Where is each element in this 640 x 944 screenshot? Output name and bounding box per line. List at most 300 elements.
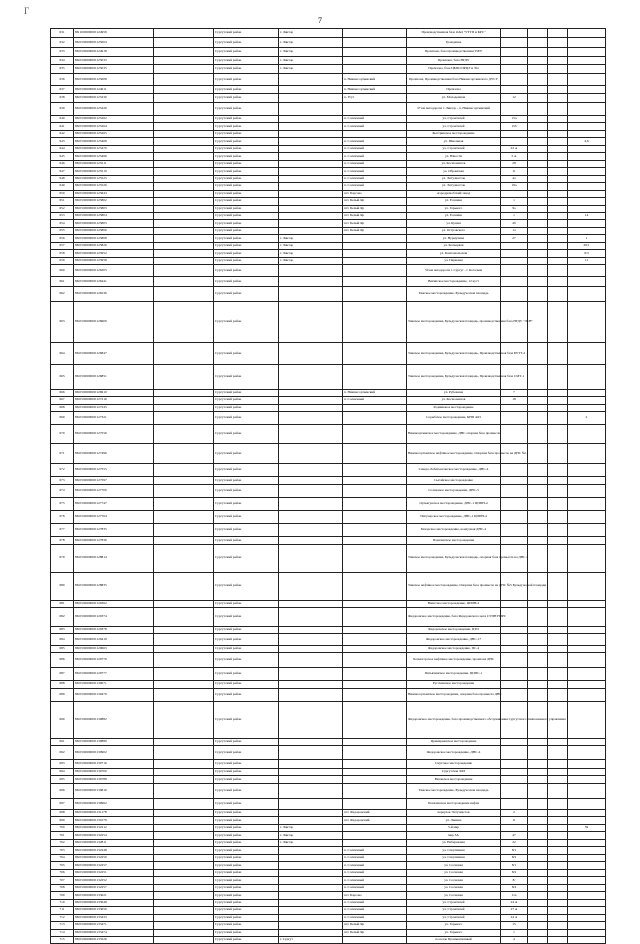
room-cell [568, 929, 606, 936]
settlement-cell [343, 265, 407, 277]
settlement-cell [343, 688, 407, 701]
building-cell [528, 73, 548, 85]
table-row [51, 832, 606, 839]
cadastral-number: 86:03:0000000:132212 [74, 824, 154, 831]
register-table-body [51, 29, 606, 944]
empty-cell [548, 145, 568, 152]
settlement-cell [343, 645, 407, 652]
row-number: 658 [51, 250, 74, 257]
settlement-cell [343, 277, 407, 286]
city-cell [279, 634, 343, 645]
empty-cell [154, 301, 214, 342]
row-number: 702 [51, 839, 74, 846]
row-number: 693 [51, 759, 74, 768]
house-cell: 8/1 [501, 862, 528, 869]
empty-cell [154, 443, 214, 464]
empty-cell [154, 286, 214, 301]
region-cell: Сургутский район [214, 537, 279, 544]
house-cell [501, 824, 528, 831]
table-row [51, 477, 606, 484]
city-cell [279, 73, 343, 85]
room-cell [568, 862, 606, 869]
cadastral-number: 86:03:0000000:130882 [74, 701, 154, 738]
region-cell: Сургутский район [214, 257, 279, 264]
city-cell [279, 854, 343, 861]
region-cell: Сургутский район [214, 817, 279, 824]
room-cell [568, 759, 606, 768]
empty-cell [548, 198, 568, 205]
room-cell [568, 746, 606, 759]
cadastral-number: 86:03:0000000:125035 [74, 65, 154, 73]
street-cell: ул. Нурмухина [407, 235, 501, 242]
region-cell: Сургутский район [214, 301, 279, 342]
building-cell [528, 600, 548, 607]
room-cell [568, 29, 606, 38]
street-cell: Промзона, база ЦБПО ПРЦЭ и ЭО [407, 65, 501, 73]
table-row [51, 783, 606, 798]
room-cell [568, 484, 606, 497]
empty-cell [154, 914, 214, 921]
house-cell [501, 138, 528, 145]
building-cell [528, 634, 548, 645]
settlement-cell [343, 511, 407, 524]
house-cell: 15а [501, 115, 528, 122]
street-cell: Вынгское месторождение, ЦППН-2 [407, 600, 501, 607]
empty-cell [548, 626, 568, 633]
street-cell: Смутское месторождение [407, 759, 501, 768]
table-row [51, 94, 606, 102]
street-cell: ул. Строителей [407, 145, 501, 152]
settlement-cell: п. Солнечный [343, 884, 407, 891]
row-number: 660 [51, 265, 74, 277]
room-cell [568, 464, 606, 477]
cadastral-number: 86:03:0000000:125526 [74, 183, 154, 190]
cadastral-number: 86:03:0000000:130889 [74, 739, 154, 746]
street-cell: Тяжское месторождение, Бульдуческая площадь, Производственная база СМТ-1 [407, 365, 501, 389]
region-cell: Сургутский район [214, 634, 279, 645]
empty-cell [154, 183, 214, 190]
cadastral-number: 86:03:0000000:126536 [74, 286, 154, 301]
empty-cell [154, 768, 214, 775]
house-cell [501, 250, 528, 257]
city-cell [279, 220, 343, 227]
room-cell [568, 168, 606, 175]
empty-cell [154, 138, 214, 145]
row-number: 671 [51, 443, 74, 464]
region-cell: Сургутский район [214, 220, 279, 227]
cadastral-number: 86:03:0000000:124611 [74, 86, 154, 94]
room-cell [568, 94, 606, 102]
house-cell [501, 477, 528, 484]
empty-cell [548, 235, 568, 242]
row-number: 631 [51, 29, 74, 38]
empty-cell [548, 464, 568, 477]
city-cell [279, 94, 343, 102]
city-cell [279, 739, 343, 746]
row-number: 682 [51, 608, 74, 627]
street-cell: Промзона, база НГДУ [407, 57, 501, 65]
region-cell: Сургутский район [214, 511, 279, 524]
cadastral-number: 86:03:0000000:124918 [74, 47, 154, 56]
row-number: 669 [51, 411, 74, 424]
street-cell: ул. Строителей [407, 914, 501, 921]
row-number: 653 [51, 212, 74, 219]
street-cell: 37 км автодороги г. Лянтор - п. Нижнесортымский [407, 102, 501, 115]
cadastral-number: 86:03:0000000:133021 [74, 892, 154, 899]
table-row [51, 242, 606, 249]
empty-cell [548, 411, 568, 424]
row-number: 699 [51, 817, 74, 824]
city-cell [279, 227, 343, 234]
building-cell [528, 342, 548, 364]
cadastral-number: 86:03:0000000:133433 [74, 914, 154, 921]
cadastral-number: 86:03:0000000:130700 [74, 768, 154, 775]
building-cell [528, 783, 548, 798]
region-cell: Сургутский район [214, 198, 279, 205]
house-cell: 1а [501, 227, 528, 234]
house-cell: 22 А [501, 145, 528, 152]
empty-cell [548, 739, 568, 746]
empty-cell [154, 936, 214, 943]
building-cell [528, 145, 548, 152]
table-row [51, 688, 606, 701]
cadastral-number: 86:03:0000000:127747 [74, 497, 154, 510]
region-cell: Сургутский район [214, 798, 279, 809]
room-cell [568, 102, 606, 115]
house-cell: 27 А [501, 907, 528, 914]
row-number: 710 [51, 899, 74, 906]
street-cell: Вяхинское месторождение, 12 куст [407, 277, 501, 286]
street-cell: ул. Юности [407, 153, 501, 160]
row-number: 714 [51, 929, 74, 936]
street-cell: Федоровское месторождение, ДНС-4 [407, 746, 501, 759]
row-number: 666 [51, 389, 74, 396]
table-row [51, 537, 606, 544]
house-cell [501, 746, 528, 759]
region-cell: Сургутский район [214, 342, 279, 364]
region-cell: Сургутский район [214, 175, 279, 182]
room-cell [568, 608, 606, 627]
room-cell [568, 265, 606, 277]
empty-cell [154, 115, 214, 122]
empty-cell [548, 102, 568, 115]
empty-cell [548, 138, 568, 145]
room-cell [568, 701, 606, 738]
building-cell [528, 286, 548, 301]
room-cell [568, 877, 606, 884]
settlement-cell: пгт. Белый Яр [343, 212, 407, 219]
empty-cell [154, 847, 214, 854]
building-cell [528, 190, 548, 197]
table-row [51, 869, 606, 876]
street-cell: Покачевское месторождение нефти [407, 798, 501, 809]
settlement-cell [343, 537, 407, 544]
room-cell [568, 688, 606, 701]
empty-cell [548, 544, 568, 572]
room-cell [568, 798, 606, 809]
table-row [51, 411, 606, 424]
empty-cell [548, 115, 568, 122]
house-cell [501, 645, 528, 652]
empty-cell [154, 907, 214, 914]
building-cell [528, 914, 548, 921]
empty-cell [154, 922, 214, 929]
empty-cell [154, 653, 214, 668]
table-row [51, 768, 606, 775]
table-row [51, 73, 606, 85]
house-cell: 5 А [501, 153, 528, 160]
row-number: 663 [51, 301, 74, 342]
settlement-cell: п. Солнечный [343, 877, 407, 884]
street-cell: Быстринское месторождение [407, 130, 501, 137]
settlement-cell [343, 668, 407, 681]
row-number: 678 [51, 537, 74, 544]
city-cell [279, 443, 343, 464]
empty-cell [154, 404, 214, 411]
city-cell [279, 653, 343, 668]
empty-cell [154, 175, 214, 182]
room-cell [568, 145, 606, 152]
building-cell [528, 220, 548, 227]
room-cell: 2 [568, 411, 606, 424]
room-cell [568, 123, 606, 130]
street-cell: ул. Ленина [407, 817, 501, 824]
settlement-cell: пгт. Барсово [343, 892, 407, 899]
settlement-cell [343, 634, 407, 645]
house-cell [501, 242, 528, 249]
building-cell [528, 922, 548, 929]
house-cell: 12 [501, 94, 528, 102]
building-cell [528, 123, 548, 130]
house-cell: 9а [501, 205, 528, 212]
settlement-cell: пгт. Белый Яр [343, 227, 407, 234]
region-cell: Сургутский район [214, 824, 279, 831]
table-row [51, 862, 606, 869]
building-cell [528, 168, 548, 175]
street-cell: Сургутская ЗОЛ [407, 768, 501, 775]
table-row [51, 205, 606, 212]
table-row [51, 235, 606, 242]
table-row [51, 608, 606, 627]
region-cell: Сургутский район [214, 94, 279, 102]
building-cell [528, 626, 548, 633]
cadastral-number: 86:03:0000000:130816 [74, 783, 154, 798]
empty-cell [154, 397, 214, 404]
room-cell [568, 65, 606, 73]
corner-mark: Г [24, 6, 30, 16]
row-number: 646 [51, 160, 74, 167]
city-cell [279, 892, 343, 899]
empty-cell [154, 862, 214, 869]
region-cell: Сургутский район [214, 759, 279, 768]
street-cell: ул. Сосновая [407, 884, 501, 891]
cadastral-number: 86:03:0000000:130962 [74, 798, 154, 809]
building-cell [528, 365, 548, 389]
settlement-cell [343, 130, 407, 137]
row-number: 634 [51, 57, 74, 65]
row-number: 680 [51, 572, 74, 600]
street-cell: Пятьяхинское месторождение, ЦППС-1 [407, 668, 501, 681]
cadastral-number: 86:03:0000000:127321 [74, 411, 154, 424]
cadastral-number: 86:03:0000000:126847 [74, 342, 154, 364]
region-cell: Сургутский район [214, 477, 279, 484]
region-cell: Сургутский район [214, 397, 279, 404]
cadastral-number: 86:03:0000000:130071 [74, 681, 154, 688]
cadastral-number: 86:03:0000000:130902 [74, 746, 154, 759]
empty-cell [154, 877, 214, 884]
house-cell: 11 [501, 168, 528, 175]
building-cell [528, 29, 548, 38]
row-number: 692 [51, 746, 74, 759]
city-cell [279, 668, 343, 681]
cadastral-number: 86:03:0000000:131178 [74, 810, 154, 817]
cadastral-number: 86:03:0000000:132254 [74, 832, 154, 839]
city-cell [279, 768, 343, 775]
settlement-cell [343, 544, 407, 572]
row-number: 637 [51, 86, 74, 94]
room-cell [568, 153, 606, 160]
empty-cell [154, 884, 214, 891]
region-cell: Сургутский район [214, 922, 279, 929]
region-cell: Сургутский район [214, 168, 279, 175]
table-row [51, 739, 606, 746]
room-cell [568, 286, 606, 301]
cadastral-number: 86:03:0000000:125525 [74, 175, 154, 182]
table-row [51, 198, 606, 205]
street-cell: Тяжское месторождение, Бульдуческая площадь, опорная база промысла на ДНС 2 [407, 544, 501, 572]
settlement-cell [343, 257, 407, 264]
building-cell [528, 198, 548, 205]
street-cell: переулок Энтузиастов [407, 810, 501, 817]
empty-cell [548, 798, 568, 809]
cadastral-number: 86:03:0000000:125264 [74, 123, 154, 130]
cadastral-number: 86:03:0000000:125958 [74, 257, 154, 264]
cadastral-number: 86:03:0000000:126851 [74, 365, 154, 389]
region-cell: Сургутский район [214, 776, 279, 783]
row-number: 672 [51, 464, 74, 477]
row-number: 647 [51, 168, 74, 175]
row-number: 652 [51, 205, 74, 212]
empty-cell [548, 936, 568, 943]
region-cell: Сургутский район [214, 250, 279, 257]
empty-cell [154, 668, 214, 681]
cadastral-number: 86:03:0000000:125496 [74, 153, 154, 160]
room-cell: 4,6 [568, 138, 606, 145]
building-cell [528, 65, 548, 73]
empty-cell [154, 227, 214, 234]
room-cell [568, 115, 606, 122]
room-cell [568, 86, 606, 94]
empty-cell [154, 739, 214, 746]
settlement-cell [343, 768, 407, 775]
empty-cell [154, 277, 214, 286]
room-cell [568, 524, 606, 537]
empty-cell [154, 57, 214, 65]
building-cell [528, 544, 548, 572]
cadastral-number: 86:03:0000000:125802 [74, 198, 154, 205]
cadastral-number: 86:03:0000000:132257 [74, 862, 154, 869]
table-row [51, 220, 606, 227]
row-number: 705 [51, 862, 74, 869]
empty-cell [154, 190, 214, 197]
region-cell: Сургутский район [214, 572, 279, 600]
building-cell [528, 524, 548, 537]
settlement-cell [343, 484, 407, 497]
house-cell: 15 [501, 922, 528, 929]
city-cell [279, 645, 343, 652]
empty-cell [154, 783, 214, 798]
building-cell [528, 854, 548, 861]
city-cell [279, 884, 343, 891]
settlement-cell [343, 524, 407, 537]
house-cell [501, 86, 528, 94]
cadastral-number: 86:03:0000000:132252 [74, 877, 154, 884]
cadastral-number: 86:03:0000000:129419 [74, 634, 154, 645]
row-number: 657 [51, 242, 74, 249]
settlement-cell [343, 600, 407, 607]
house-cell [501, 102, 528, 115]
table-row [51, 701, 606, 738]
empty-cell [154, 824, 214, 831]
region-cell: Сургутский район [214, 653, 279, 668]
street-cell: Промзона [407, 86, 501, 94]
settlement-cell: п. Нижнесортымский [343, 73, 407, 85]
settlement-cell [343, 443, 407, 464]
cadastral-number: 86:03:0000000:126910 [74, 389, 154, 396]
street-cell: ул. Парковая [407, 257, 501, 264]
city-cell [279, 115, 343, 122]
table-row [51, 190, 606, 197]
empty-cell [154, 389, 214, 396]
building-cell [528, 847, 548, 854]
region-cell: Сургутский район [214, 701, 279, 738]
settlement-cell [343, 681, 407, 688]
empty-cell [154, 854, 214, 861]
empty-cell [154, 810, 214, 817]
table-row [51, 342, 606, 364]
table-row [51, 817, 606, 824]
empty-cell [548, 205, 568, 212]
empty-cell [548, 839, 568, 846]
empty-cell [548, 286, 568, 301]
table-row [51, 645, 606, 652]
cadastral-number: 86:03:0000000:125643 [74, 190, 154, 197]
empty-cell [154, 645, 214, 652]
region-cell: Сургутский район [214, 190, 279, 197]
row-number: 665 [51, 365, 74, 389]
region-cell: Сургутский район [214, 936, 279, 943]
cadastral-number: 86:03:0000000:125468 [74, 138, 154, 145]
city-cell: г. Лянтор [279, 839, 343, 846]
street-cell: Ингузерское месторождение, ДНС-1 ЦППН-4 [407, 511, 501, 524]
cadastral-number: 86:03:0000000:127764 [74, 511, 154, 524]
empty-cell [548, 443, 568, 464]
cadastral-number: 86:03:0000000:130470 [74, 688, 154, 701]
settlement-cell [343, 798, 407, 809]
table-row [51, 115, 606, 122]
empty-cell [548, 477, 568, 484]
row-number: 677 [51, 524, 74, 537]
cadastral-number: 86:03:0000000:133474 [74, 929, 154, 936]
street-cell: Ортьягунское месторождение, ДНС-1 ЦППН-4 [407, 497, 501, 510]
row-number: 667 [51, 397, 74, 404]
table-row [51, 511, 606, 524]
row-number: 670 [51, 425, 74, 444]
empty-cell [154, 257, 214, 264]
empty-cell [154, 776, 214, 783]
cadastral-number: 86:03:0000000:126305 [74, 265, 154, 277]
empty-cell [548, 342, 568, 364]
